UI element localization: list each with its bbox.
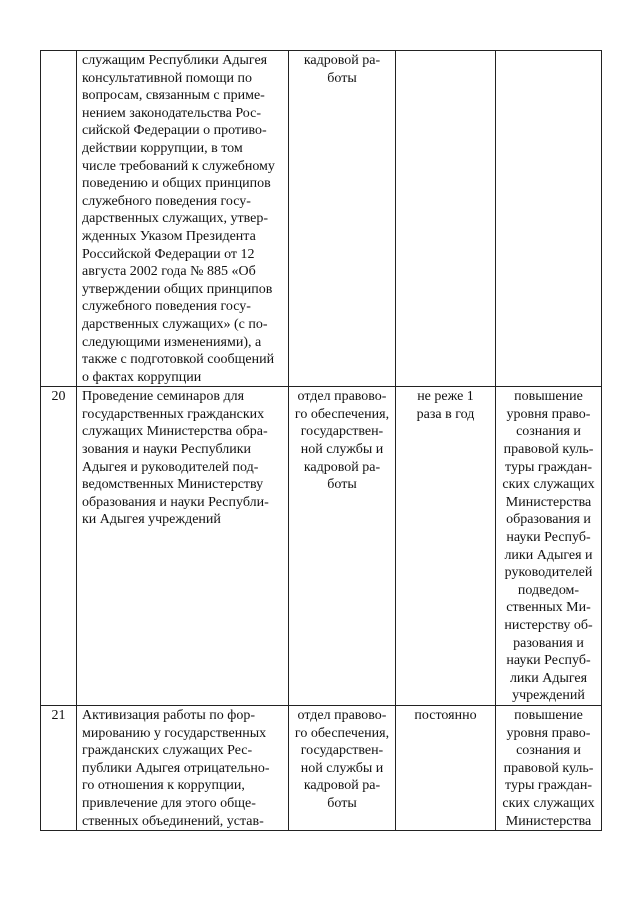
cell-line: подведом- (517, 582, 580, 598)
cell-line: правовой куль- (503, 760, 594, 776)
cell-line: государствен- (300, 743, 384, 759)
cell-line: сознания и (516, 743, 581, 759)
row-number (41, 51, 77, 387)
cell-line: государственных гражданских (82, 406, 265, 422)
cell-line: вопросам, связанным с приме- (82, 88, 265, 104)
cell-line: туры граждан- (505, 459, 592, 475)
cell-line: отдел правово- (297, 389, 387, 405)
result-cell (496, 51, 602, 387)
cell-line: утверждении общих принципов (82, 281, 273, 297)
cell-line: ских служащих (502, 477, 595, 493)
plan-table (40, 50, 602, 831)
action-cell (77, 705, 289, 830)
cell-line: Проведение семинаров для (82, 389, 245, 405)
cell-text: 20 (51, 389, 66, 405)
cell-line: консультативной помощи по (82, 70, 253, 86)
cell-line: привлечение для этого обще- (82, 795, 256, 811)
row-number (41, 387, 77, 706)
cell-line: служебного поведения госу- (82, 193, 251, 209)
cell-line: ведомственных Министерству (82, 477, 264, 493)
cell-line: августа 2002 года № 885 «Об (82, 264, 256, 280)
cell-line: уровня право- (506, 725, 591, 741)
cell-line: руководителей (504, 565, 593, 581)
cell-line: боты (327, 477, 357, 493)
cell-text: 21 (51, 707, 66, 723)
cell-line: туры граждан- (505, 778, 592, 794)
cell-line: ских служащих (502, 795, 595, 811)
cell-line: дарственных служащих, утвер- (82, 211, 268, 227)
cell-line: нистерству об- (504, 618, 593, 633)
cell-line: ственных Ми- (506, 600, 591, 616)
cell-line: следующими изменениями), а (82, 334, 262, 350)
cell-line: отдел правово- (297, 707, 387, 723)
cell-line: го обеспечения, (294, 406, 390, 422)
cell-line: образования и (506, 512, 591, 528)
cell-line: уровня право- (506, 406, 591, 422)
term-cell (396, 387, 496, 706)
executor-cell (289, 51, 396, 387)
cell-line: ственных объединений, устав- (82, 813, 264, 829)
cell-line: го отношения к коррупции, (82, 778, 245, 794)
cell-line: гражданских служащих Рес- (82, 743, 253, 759)
cell-line: действии коррупции, в том (82, 140, 243, 156)
cell-line: боты (327, 70, 357, 86)
cell-line: правовой куль- (503, 442, 594, 458)
cell-line: служащим Республики Адыгея (82, 53, 268, 68)
cell-line: науки Респуб- (506, 653, 591, 669)
cell-line: науки Респуб- (506, 530, 591, 546)
cell-line: Министерства (505, 813, 592, 829)
cell-line: публики Адыгея отрицательно- (82, 760, 270, 776)
cell-line: лики Адыгея (509, 670, 588, 686)
cell-line: служебного поведения госу- (82, 299, 251, 315)
table-row (41, 51, 602, 387)
plan-table-body (41, 51, 602, 831)
cell-line: жденных Указом Президента (82, 228, 256, 244)
cell-line: Активизация работы по фор- (82, 707, 256, 723)
cell-line: Российской Федерации от 12 (82, 246, 255, 262)
cell-line: зования и науки Республики (82, 442, 252, 458)
cell-line: о фактах коррупции (82, 369, 202, 385)
cell-line: нением законодательства Рос- (82, 105, 261, 121)
cell-line: повышение (514, 389, 583, 405)
executor-cell (289, 705, 396, 830)
cell-line: го обеспечения, (294, 725, 390, 741)
cell-line: раза в год (416, 406, 475, 422)
executor-cell (289, 387, 396, 706)
cell-line: сознания и (516, 424, 581, 440)
cell-line: кадровой ра- (303, 459, 381, 475)
result-cell (496, 387, 602, 706)
cell-line: лики Адыгея и (504, 547, 593, 563)
cell-line: также с подготовкой сообщений (82, 352, 275, 368)
action-cell (77, 387, 289, 706)
cell-line: не реже 1 (417, 389, 474, 405)
cell-line: ной службы и (300, 442, 384, 458)
cell-line: учреждений (512, 688, 585, 704)
cell-line: Министерства (505, 494, 592, 510)
cell-line: ки Адыгея учреждений (82, 512, 221, 528)
cell-line: разования и (513, 635, 584, 651)
cell-line: повышение (514, 707, 583, 723)
cell-line: служащих Министерства обра- (82, 424, 268, 440)
row-number (41, 705, 77, 830)
cell-line: мированию у государственных (82, 725, 267, 741)
action-cell (77, 51, 289, 387)
cell-line: образования и науки Республи- (82, 494, 269, 510)
result-cell (496, 705, 602, 830)
cell-line: кадровой ра- (303, 53, 381, 68)
cell-line: постоянно (414, 707, 477, 723)
cell-line: числе требований к служебному (82, 158, 275, 174)
cell-line: государствен- (300, 424, 384, 440)
table-row (41, 387, 602, 706)
cell-line: боты (327, 795, 357, 811)
cell-line: сийской Федерации о противо- (82, 123, 267, 139)
term-cell (396, 705, 496, 830)
cell-line: дарственных служащих» (с по- (82, 316, 268, 332)
cell-line: Адыгея и руководителей под- (82, 459, 259, 475)
cell-line: ной службы и (300, 760, 384, 776)
cell-line: кадровой ра- (303, 778, 381, 794)
term-cell (396, 51, 496, 387)
cell-line: поведению и общих принципов (82, 176, 271, 192)
table-row (41, 705, 602, 830)
